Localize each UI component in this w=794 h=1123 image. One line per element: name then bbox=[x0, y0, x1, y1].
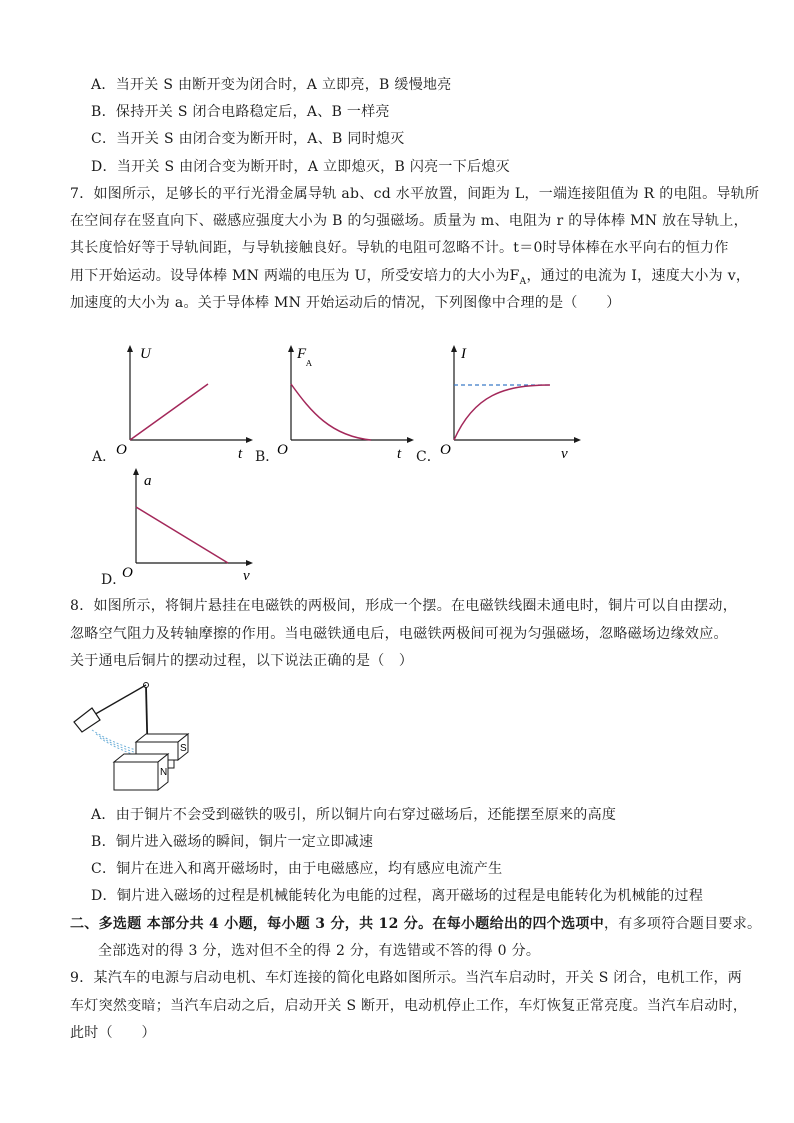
graph-a bbox=[110, 340, 255, 460]
graph-a-option: A． bbox=[92, 449, 117, 465]
graph-d-y-arrow bbox=[133, 468, 139, 475]
q7-line-5: 加速度的大小为 a。关于导体棒 MN 开始运动后的情况，下列图像中合理的是（ ） bbox=[70, 295, 621, 311]
q8-option-c: C．铜片在进入和离开磁场时，由于电磁感应，均有感应电流产生 bbox=[91, 861, 503, 877]
graph-a-curve bbox=[130, 384, 208, 440]
graph-b-x-arrow bbox=[407, 437, 414, 443]
graph-b-y-arrow bbox=[288, 345, 294, 352]
graph-b-ylabel: F bbox=[297, 346, 307, 362]
graph-b-xlabel: t bbox=[397, 446, 402, 460]
graph-b bbox=[271, 340, 416, 460]
q6-option-c: C．当开关 S 由闭合变为断开时，A、B 同时熄灭 bbox=[91, 131, 405, 147]
magnet-n-label: N bbox=[160, 767, 168, 778]
graph-c bbox=[434, 340, 584, 460]
graph-d-xlabel: v bbox=[243, 568, 250, 583]
q7-line-4: 用下开始运动。设导体棒 MN 两端的电压为 U，所受安培力的大小为$F_A$，通过的电流为 I，速度大小为 v， bbox=[70, 268, 751, 287]
graph-d bbox=[116, 463, 261, 583]
graph-c-option: C． bbox=[416, 449, 441, 465]
pendulum-figure bbox=[70, 676, 200, 796]
q8-option-d: D．铜片进入磁场的过程是机械能转化为电能的过程，离开磁场的过程是电能转化为机械能的过程 bbox=[91, 888, 704, 904]
q7-line-2: 在空间存在竖直向下、磁感应强度大小为 B 的匀强磁场。质量为 m、电阻为 r 的导体棒 MN 放在导轨上， bbox=[70, 213, 748, 229]
q8-line-3: 关于通电后铜片的摆动过程，以下说法正确的是（ ） bbox=[70, 653, 414, 669]
section2-line-2: 全部选对的得 3 分，选对但不全的得 2 分，有选错或不答的得 0 分。 bbox=[98, 943, 541, 959]
graph-b-curve bbox=[291, 384, 371, 440]
graph-b-origin: O bbox=[277, 442, 288, 458]
graph-d-option: D． bbox=[101, 572, 127, 588]
graph-c-ylabel: I bbox=[461, 346, 466, 362]
section2-header: 二、多选题 本部分共 4 小题，每小题 3 分，共 12 分。在每小题给出的四个选项中，有多项符合题目要求。 bbox=[70, 916, 762, 932]
q6-option-b: B．保持开关 S 闭合电路稳定后，A、B 一样亮 bbox=[91, 104, 390, 120]
graph-c-x-arrow bbox=[574, 437, 581, 443]
graph-c-curve bbox=[454, 385, 550, 440]
q8-option-a: A．由于铜片不会受到磁铁的吸引，所以铜片向右穿过磁场后，还能摆至原来的高度 bbox=[91, 807, 617, 823]
graph-b-ysub: A bbox=[306, 359, 312, 368]
graph-b-option: B． bbox=[255, 449, 280, 465]
graph-a-origin: O bbox=[116, 442, 127, 458]
magnet-n-front bbox=[114, 762, 158, 790]
graph-c-y-arrow bbox=[451, 345, 457, 352]
q9-line-2: 车灯突然变暗；当汽车启动之后，启动开关 S 断开，电动机停止工作，车灯恢复正常亮度。当汽车启动时， bbox=[70, 998, 748, 1014]
q7-line-3: 其长度恰好等于导轨间距，与导轨接触良好。导轨的电阻可忽略不计。t＝0时导体棒在水平向右的恒力作 bbox=[70, 240, 729, 256]
q8-option-b: B．铜片进入磁场的瞬间，铜片一定立即减速 bbox=[91, 834, 374, 850]
graph-d-curve bbox=[136, 507, 228, 563]
q7-line-1: 7．如图所示，足够长的平行光滑金属导轨 ab、cd 水平放置，间距为 L，一端连接阻值为 R 的电阻。导轨所 bbox=[70, 186, 760, 202]
magnet-s-label: S bbox=[180, 743, 187, 754]
q8-line-2: 忽略空气阻力及转轴摩擦的作用。当电磁铁通电后，电磁铁两极间可视为匀强磁场，忽略磁场边缘效应。 bbox=[70, 626, 728, 642]
graph-a-ylabel: U bbox=[140, 346, 151, 362]
copper-plate bbox=[74, 708, 100, 732]
graph-a-x-arrow bbox=[246, 437, 253, 443]
q9-line-1: 9．某汽车的电源与启动电机、车灯连接的简化电路如图所示。当汽车启动时，开关 S 闭合，电机工作，两 bbox=[70, 970, 743, 986]
graph-a-y-arrow bbox=[127, 345, 133, 352]
q8-line-1: 8．如图所示，将铜片悬挂在电磁铁的两极间，形成一个摆。在电磁铁线圈未通电时，铜片可以自由摆动， bbox=[70, 598, 738, 614]
graph-d-origin: O bbox=[122, 565, 133, 581]
graph-a-xlabel: t bbox=[238, 446, 243, 460]
graph-c-origin: O bbox=[440, 442, 451, 458]
q6-option-d: D．当开关 S 由闭合变为断开时，A 立即熄灭，B 闪亮一下后熄灭 bbox=[91, 159, 510, 175]
graph-c-xlabel: v bbox=[561, 446, 568, 460]
graph-d-ylabel: a bbox=[144, 473, 152, 489]
q9-line-3: 此时（ ） bbox=[70, 1025, 156, 1041]
graph-d-x-arrow bbox=[246, 560, 253, 566]
pendulum-arm bbox=[92, 685, 146, 716]
q6-option-a: A．当开关 S 由断开变为闭合时，A 立即亮，B 缓慢地亮 bbox=[91, 77, 452, 93]
